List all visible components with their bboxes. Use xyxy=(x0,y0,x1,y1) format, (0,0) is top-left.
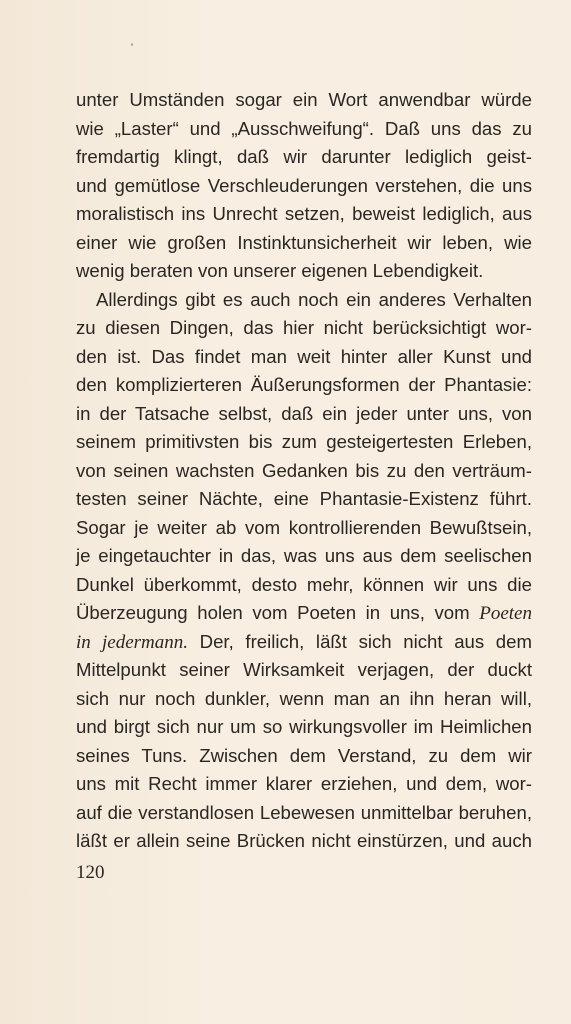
text-line: unter Umständen sogar ein Wort anwendbar würde xyxy=(76,89,532,110)
line-text: Der, freilich, läßt sich nicht aus dem xyxy=(188,630,532,652)
text-line: den ist. Das findet man weit hinter aller Kunst und xyxy=(76,345,532,367)
text-line: den komplizierteren Äußerungsformen der Phantasie: xyxy=(76,374,532,395)
text-line: und birgt sich nur um so wirkungsvoller im Heimlichen xyxy=(76,716,532,737)
text-line: läßt er allein seine Brücken nicht einstürzen, und auch xyxy=(76,830,532,851)
text-line xyxy=(76,628,532,657)
text-line: wenig beraten von unserer eigenen Lebendigkeit. xyxy=(76,260,484,281)
text-line xyxy=(76,599,532,628)
line-text: Überzeugung holen vom Poeten in uns, vom xyxy=(76,602,480,623)
text-line: uns mit Recht immer klarer erziehen, und dem, wor- xyxy=(76,773,532,794)
text-line: von seinen wachsten Gedanken bis zu den verträum- xyxy=(76,459,532,481)
text-line: fremdartig klingt, daß wir darunter lediglich geist- xyxy=(76,146,532,167)
text-line: wie „Laster“ und „Ausschweifung“. Daß uns das zu xyxy=(76,117,532,139)
text-line: moralistisch ins Unrecht setzen, beweist lediglich, aus xyxy=(76,203,532,224)
paper-speck xyxy=(131,43,133,46)
text-line: Allerdings gibt es auch noch ein anderes Verhalten xyxy=(96,288,532,310)
text-line: testen seiner Nächte, eine Phantasie-Existenz führt. xyxy=(76,488,532,509)
text-line: Dunkel überkommt, desto mehr, können wir uns die xyxy=(76,573,532,595)
text-line: und gemütlose Verschleuderungen verstehen, die uns xyxy=(76,174,532,196)
text-line: sich nur noch dunkler, wenn man an ihn heran will, xyxy=(76,687,532,709)
text-line: auf die verstandlosen Lebewesen unmittelbar beruhen, xyxy=(76,801,532,823)
text-line: in der Tatsache selbst, daß ein jeder unter uns, von xyxy=(76,402,532,424)
text-line: zu diesen Dingen, das hier nicht berücksichtigt wor- xyxy=(76,317,532,338)
emphasis-text: in jedermann. xyxy=(76,631,189,653)
text-line: je eingetauchter in das, was uns aus dem seelischen xyxy=(76,545,532,566)
page-number: 120 xyxy=(76,862,105,883)
text-line: Mittelpunkt seiner Wirksamkeit verjagen, der duckt xyxy=(76,659,532,680)
text-line: Sogar je weiter ab vom kontrollierenden Bewußtsein, xyxy=(76,516,532,538)
text-line: seinem primitivsten bis zum gesteigertesten Erleben, xyxy=(76,431,532,452)
text-line: einer wie großen Instinktunsicherheit wir leben, wie xyxy=(76,231,532,253)
emphasis-text: Poeten xyxy=(479,603,532,624)
body-text xyxy=(76,86,532,856)
text-line: seines Tuns. Zwischen dem Verstand, zu dem wir xyxy=(76,744,532,766)
